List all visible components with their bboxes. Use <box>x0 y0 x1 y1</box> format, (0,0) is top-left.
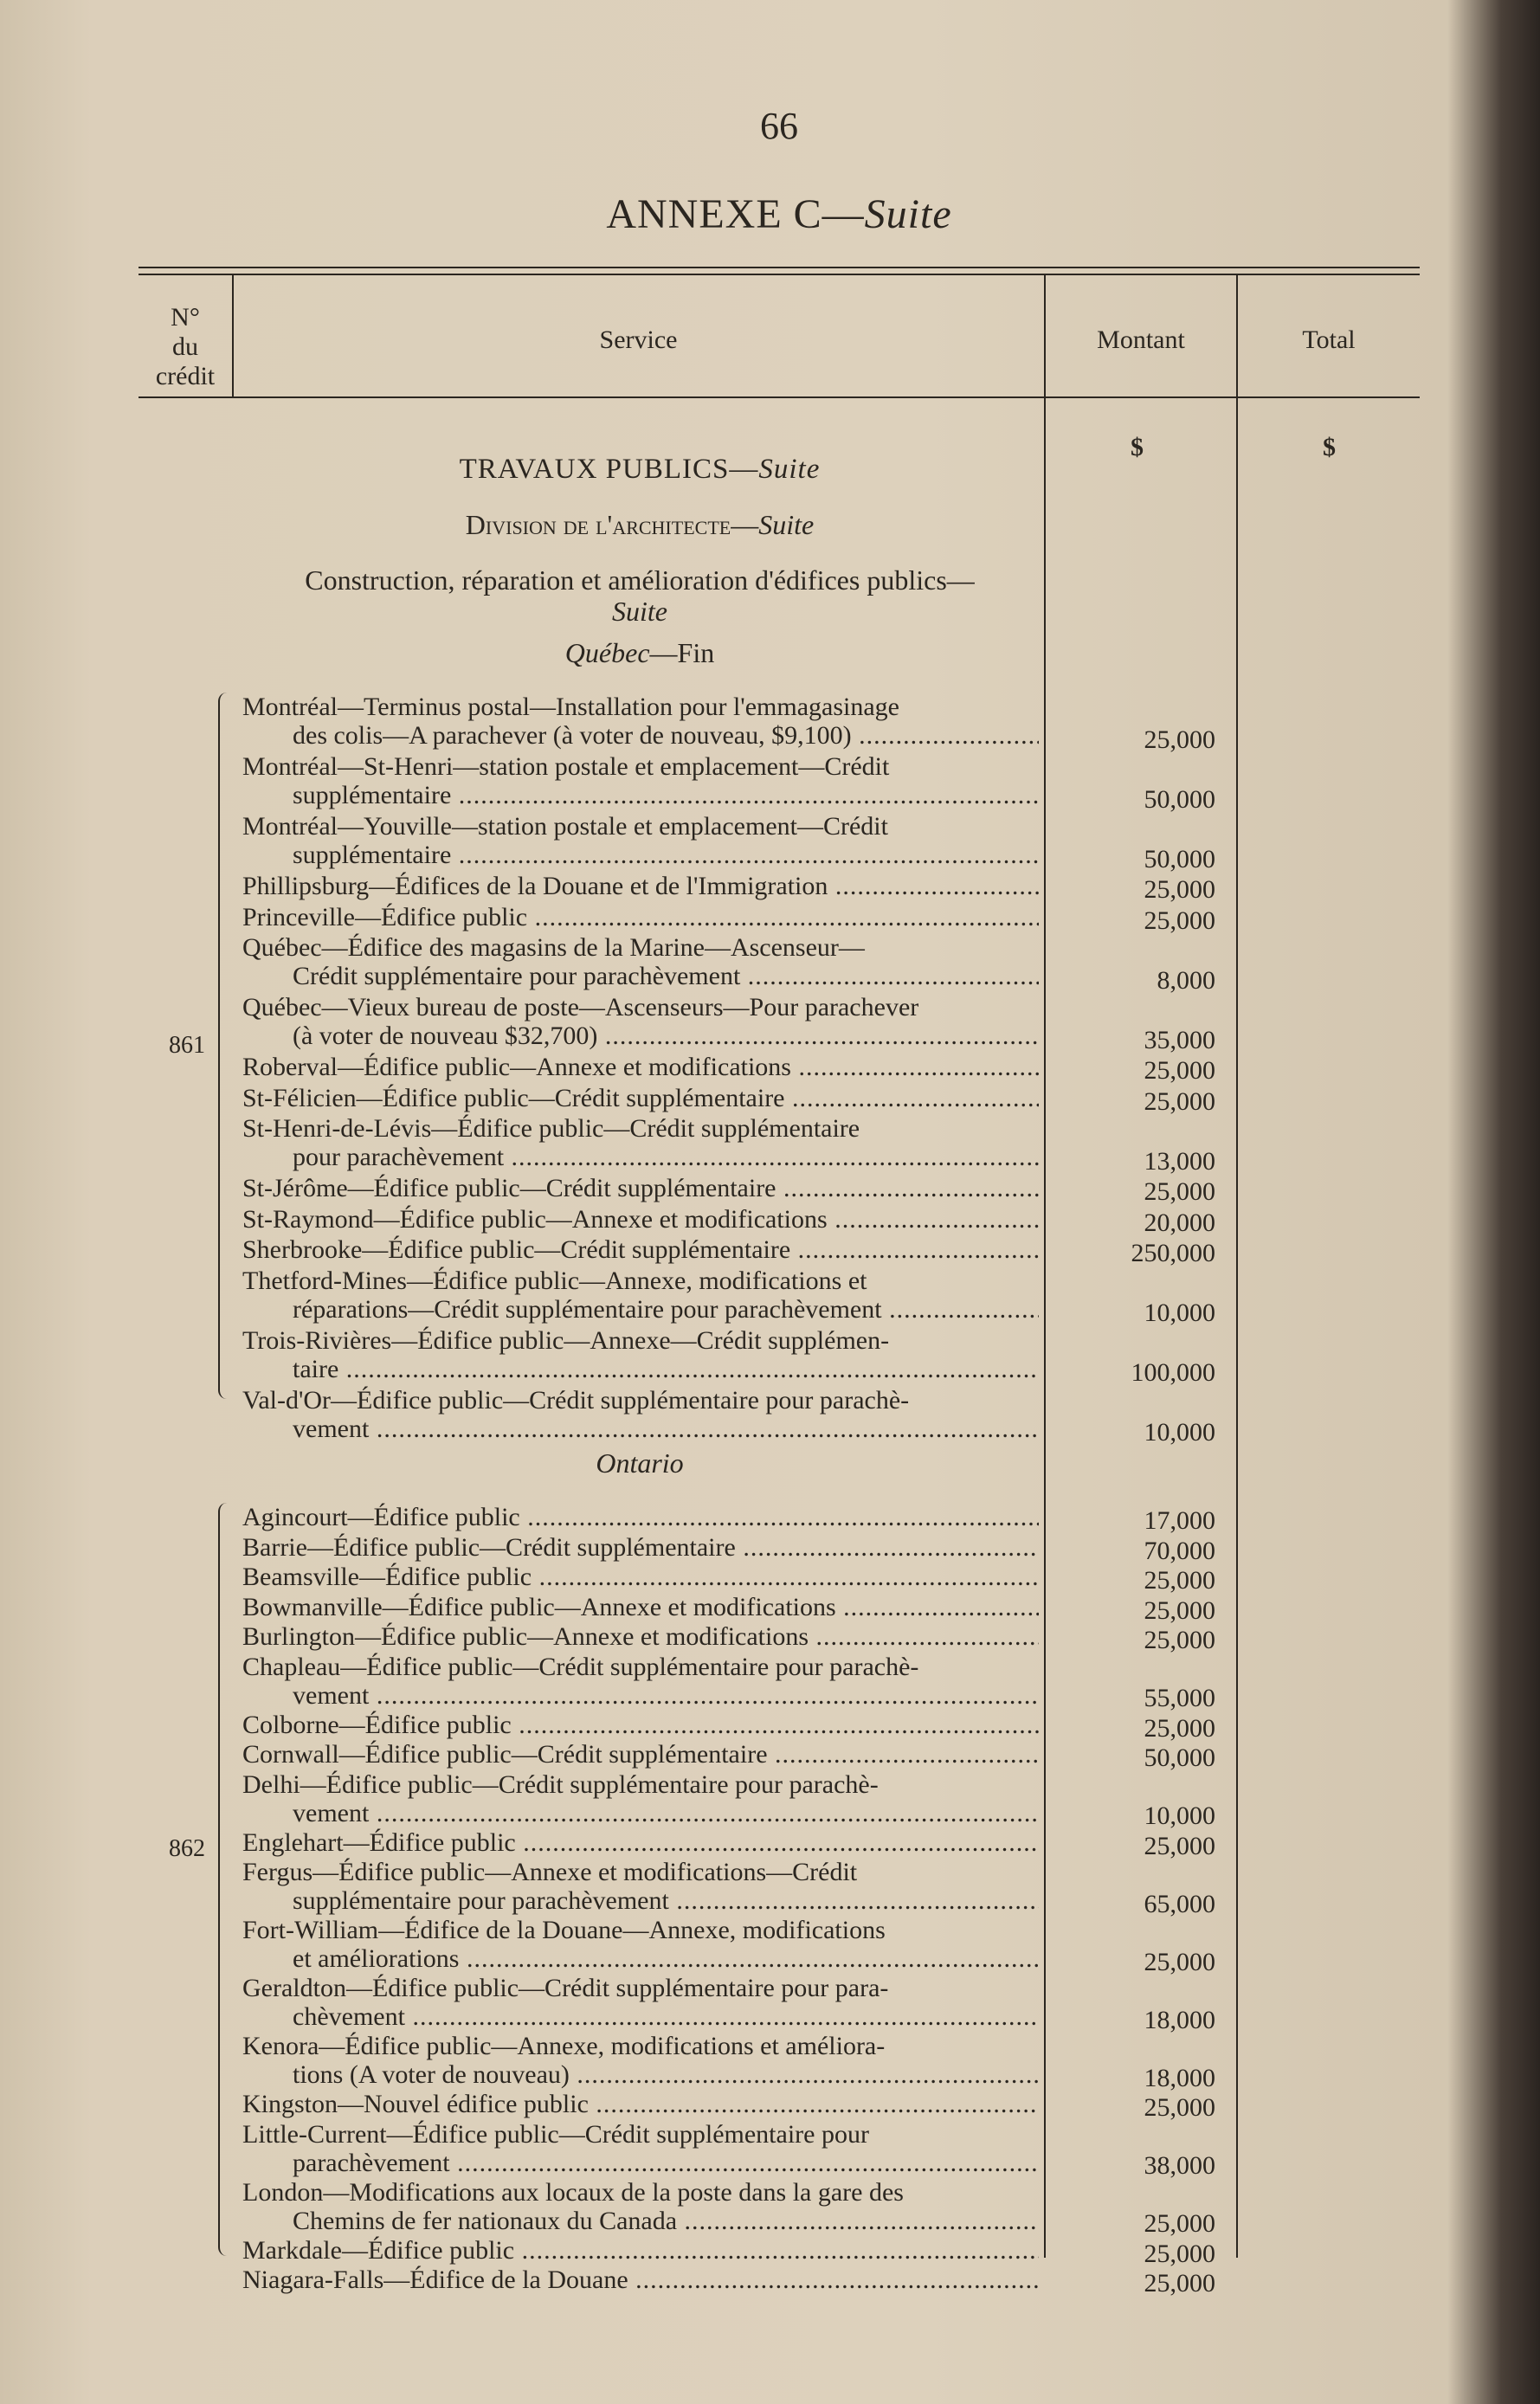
row-service-continued: parachèvement ..... <box>242 2149 1039 2177</box>
row-amount: 38,000 <box>1144 2151 1215 2180</box>
row-service-continued: vement ..... <box>242 1415 1039 1443</box>
row-service: Montréal—Terminus postal—Installation pour l'emmagasinage <box>242 693 899 721</box>
row-service-continued: supplémentaire pour parachèvement ..... <box>242 1886 1039 1915</box>
row-amount: 25,000 <box>1144 2239 1215 2268</box>
table-row <box>242 1858 1039 1915</box>
row-amount: 18,000 <box>1144 2005 1215 2034</box>
ontario-heading: Ontario <box>596 1447 684 1479</box>
row-amount: 65,000 <box>1144 1889 1215 1918</box>
credit-number-861: 861 <box>169 1032 205 1059</box>
row-service: Little-Current—Édifice public—Crédit supplémentaire pour <box>242 2119 869 2149</box>
table-row <box>242 903 1039 931</box>
row-service: Delhi—Édifice public—Crédit supplémentaire pour parachè- <box>242 1769 879 1799</box>
row-amount: 18,000 <box>1144 2063 1215 2092</box>
table-row <box>242 1174 1039 1202</box>
row-service: Burlington—Édifice public—Annexe et modifications ..... <box>242 1622 1039 1651</box>
table-row <box>242 1828 1039 1857</box>
row-service: Québec—Vieux bureau de poste—Ascenseurs—Pour parachever <box>242 993 919 1022</box>
row-amount: 25,000 <box>1144 1177 1215 1206</box>
division-heading <box>241 509 1039 541</box>
row-service: Kenora—Édifice public—Annexe, modifications et améliora- <box>242 2032 886 2060</box>
table-row <box>242 1266 1039 1324</box>
row-amount: 20,000 <box>1144 1208 1215 1237</box>
table-row <box>242 1235 1039 1264</box>
row-service-continued: et améliorations ..... <box>242 1944 1039 1973</box>
table-row <box>242 993 1039 1050</box>
page-number: 66 <box>760 105 798 147</box>
table-row <box>242 2090 1039 2118</box>
header-credit-line2: du <box>172 332 198 361</box>
row-amount: 25,000 <box>1144 1626 1215 1654</box>
row-service: Phillipsburg—Édifices de la Douane et de l'Immigration ..... <box>242 872 1039 900</box>
table-row <box>242 1563 1039 1591</box>
row-amount: 250,000 <box>1131 1239 1215 1267</box>
header-credit-no <box>139 303 232 391</box>
row-amount: 25,000 <box>1144 906 1215 935</box>
row-amount: 25,000 <box>1144 1595 1215 1625</box>
row-service: Montréal—Youville—station postale et emplacement—Crédit <box>242 812 888 841</box>
row-amount: 35,000 <box>1144 1025 1215 1054</box>
table-row <box>242 1533 1039 1562</box>
row-service: St-Jérôme—Édifice public—Crédit supplémentaire ..... <box>242 1174 1039 1202</box>
row-service: St-Henri-de-Lévis—Édifice public—Crédit supplémentaire <box>242 1114 860 1143</box>
division-name: Division de l'architecte— <box>465 509 759 540</box>
header-bottom-rule <box>139 396 1420 398</box>
header-credit-line1: N° <box>171 303 200 332</box>
row-service: London—Modifications aux locaux de la poste dans la gare des <box>242 2177 904 2207</box>
row-service-continued: tions (A voter de nouveau) ..... <box>242 2060 1039 2089</box>
row-amount: 25,000 <box>1144 1086 1215 1116</box>
row-service: Beamsville—Édifice public ..... <box>242 1563 1039 1591</box>
table-row <box>242 1711 1039 1739</box>
table-row <box>242 2120 1039 2177</box>
table-row <box>242 1503 1039 1531</box>
ministry-suite: Suite <box>758 454 821 485</box>
category-line2: Suite <box>612 596 667 627</box>
row-amount: 25,000 <box>1144 725 1215 754</box>
row-service-continued: pour parachèvement ..... <box>242 1143 1039 1171</box>
row-service-continued: réparations—Crédit supplémentaire pour parachèvement ..... <box>242 1295 1039 1324</box>
table-row <box>242 2032 1039 2089</box>
title-suite: Suite <box>864 191 952 237</box>
row-service: Agincourt—Édifice public ..... <box>242 1503 1039 1531</box>
division-suite: Suite <box>758 509 815 540</box>
row-service: Chapleau—Édifice public—Crédit supplémentaire pour parachè- <box>242 1652 919 1681</box>
row-amount: 100,000 <box>1131 1358 1215 1387</box>
top-rule-thin <box>139 274 1420 275</box>
quebec-heading-suffix: —Fin <box>649 637 715 668</box>
row-service: Niagara-Falls—Édifice de la Douane ..... <box>242 2265 1039 2294</box>
row-service: Sherbrooke—Édifice public—Crédit supplémentaire ..... <box>242 1235 1039 1264</box>
credit-number-862: 862 <box>169 1835 205 1862</box>
row-service: Geraldton—Édifice public—Crédit supplémentaire pour para- <box>242 1974 889 2002</box>
row-amount: 25,000 <box>1144 1056 1215 1085</box>
table-row <box>242 812 1039 869</box>
row-service: Thetford-Mines—Édifice public—Annexe, modifications et <box>242 1266 867 1295</box>
table-row <box>242 1622 1039 1651</box>
category-heading <box>241 564 1039 627</box>
header-montant: Montant <box>1097 325 1185 354</box>
row-amount: 10,000 <box>1144 1418 1215 1447</box>
row-service-continued: taire ..... <box>242 1355 1039 1383</box>
table-row <box>242 872 1039 900</box>
row-service: Cornwall—Édifice public—Crédit supplémentaire ..... <box>242 1740 1039 1769</box>
row-service: Roberval—Édifice public—Annexe et modifications ..... <box>242 1053 1039 1081</box>
table-row <box>242 752 1039 809</box>
row-amount: 25,000 <box>1144 2093 1215 2122</box>
row-service: Englehart—Édifice public ..... <box>242 1828 1039 1857</box>
table-row <box>242 1770 1039 1827</box>
header-total: Total <box>1302 325 1356 354</box>
table-row <box>242 1114 1039 1171</box>
table-row <box>242 2178 1039 2235</box>
row-service: Colborne—Édifice public ..... <box>242 1711 1039 1739</box>
row-service: Bowmanville—Édifice public—Annexe et modifications ..... <box>242 1593 1039 1621</box>
top-rule-thick <box>139 267 1420 268</box>
table-row <box>242 1653 1039 1710</box>
row-service-continued: chèvement ..... <box>242 2002 1039 2031</box>
row-service: Québec—Édifice des magasins de la Marine—Ascenseur— <box>242 933 865 962</box>
province-heading-ontario <box>241 1447 1039 1479</box>
province-heading-quebec <box>241 637 1039 669</box>
row-service: Markdale—Édifice public ..... <box>242 2236 1039 2265</box>
row-service-continued: Crédit supplémentaire pour parachèvement ..... <box>242 962 1039 990</box>
row-amount: 8,000 <box>1157 965 1215 995</box>
credit-brace-861 <box>218 693 234 1399</box>
row-amount: 50,000 <box>1144 1743 1215 1772</box>
page-title <box>0 190 1540 238</box>
currency-total: $ <box>1323 433 1336 461</box>
row-service: Barrie—Édifice public—Crédit supplémentaire ..... <box>242 1533 1039 1562</box>
row-amount: 55,000 <box>1144 1684 1215 1712</box>
row-service-continued: des colis—A parachever (à voter de nouveau, $9,100) ..... <box>242 721 1039 750</box>
table-row <box>242 2265 1039 2294</box>
table-row <box>242 1084 1039 1112</box>
currency-montant: $ <box>1131 433 1144 461</box>
row-amount: 25,000 <box>1144 1947 1215 1976</box>
row-amount: 10,000 <box>1144 1801 1215 1830</box>
row-amount: 13,000 <box>1144 1146 1215 1176</box>
row-service: St-Félicien—Édifice public—Crédit supplémentaire ..... <box>242 1084 1039 1112</box>
table-row <box>242 1386 1039 1443</box>
row-amount: 25,000 <box>1144 875 1215 904</box>
category-line1: Construction, réparation et amélioration d'édifices publics— <box>305 564 975 596</box>
table-row <box>242 693 1039 750</box>
table-row <box>242 1740 1039 1769</box>
table-row <box>242 1326 1039 1383</box>
row-service-continued: vement ..... <box>242 1799 1039 1827</box>
ministry-name: TRAVAUX PUBLICS— <box>459 454 759 485</box>
row-service: St-Raymond—Édifice public—Annexe et modifications ..... <box>242 1205 1039 1234</box>
header-service: Service <box>599 325 678 354</box>
row-service: Val-d'Or—Édifice public—Crédit supplémentaire pour parachè- <box>242 1385 910 1415</box>
row-service-continued: vement ..... <box>242 1681 1039 1710</box>
table-row <box>242 1593 1039 1621</box>
table-row <box>242 1916 1039 1973</box>
row-service: Princeville—Édifice public ..... <box>242 903 1039 931</box>
row-amount: 25,000 <box>1144 2269 1215 2298</box>
column-divider-montant <box>1236 275 1238 2258</box>
row-amount: 50,000 <box>1144 844 1215 873</box>
row-service-continued: supplémentaire ..... <box>242 841 1039 869</box>
row-service: Montréal—St-Henri—station postale et emplacement—Crédit <box>242 752 890 781</box>
table-row <box>242 1053 1039 1081</box>
table-row <box>242 1974 1039 2031</box>
column-divider-credit <box>232 275 234 396</box>
quebec-heading: Québec <box>564 637 650 668</box>
row-amount: 25,000 <box>1144 1713 1215 1743</box>
row-amount: 25,000 <box>1144 2209 1215 2238</box>
row-service: Kingston—Nouvel édifice public ..... <box>242 2090 1039 2118</box>
title-main: ANNEXE C— <box>606 191 865 237</box>
row-amount: 10,000 <box>1144 1299 1215 1327</box>
row-service-continued: (à voter de nouveau $32,700) ..... <box>242 1022 1039 1050</box>
row-service: Fort-William—Édifice de la Douane—Annexe, modifications <box>242 1916 886 1944</box>
row-amount: 25,000 <box>1144 1566 1215 1595</box>
row-service-continued: Chemins de fer nationaux du Canada ..... <box>242 2207 1039 2235</box>
row-amount: 25,000 <box>1144 1831 1215 1860</box>
table-row <box>242 2236 1039 2265</box>
row-amount: 17,000 <box>1144 1506 1215 1535</box>
row-amount: 50,000 <box>1144 784 1215 814</box>
row-service: Fergus—Édifice public—Annexe et modifications—Crédit <box>242 1858 858 1886</box>
column-divider-service <box>1044 275 1046 2258</box>
table-row <box>242 933 1039 990</box>
row-amount: 70,000 <box>1144 1536 1215 1565</box>
row-service: Trois-Rivières—Édifice public—Annexe—Crédit supplémen- <box>242 1325 890 1355</box>
ministry-heading <box>241 454 1039 486</box>
header-credit-line3: crédit <box>155 362 216 390</box>
row-service-continued: supplémentaire ..... <box>242 781 1039 809</box>
table-row <box>242 1205 1039 1234</box>
credit-brace-862 <box>218 1503 234 2256</box>
